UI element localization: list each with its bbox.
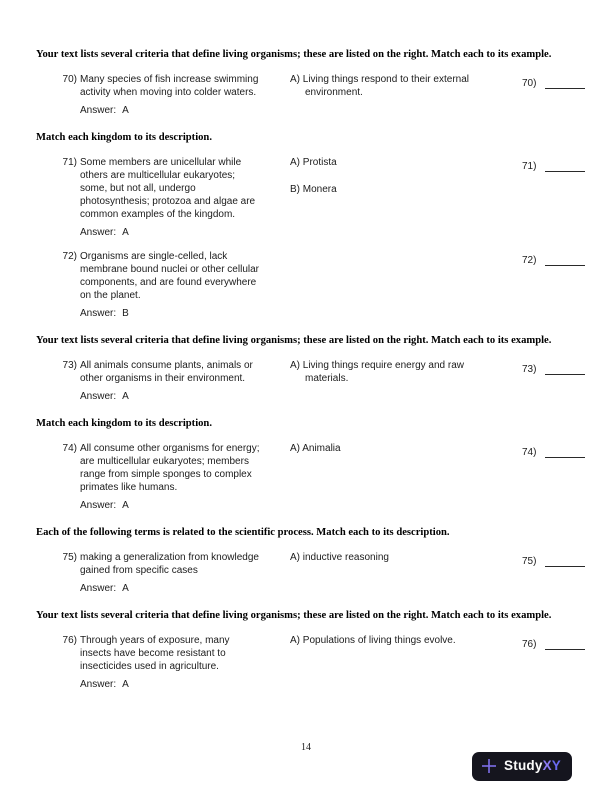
answer-value: A bbox=[122, 679, 129, 690]
blank-number: 76) bbox=[522, 639, 537, 650]
answer-label: Answer: bbox=[80, 583, 117, 594]
section-living-criteria-1 bbox=[36, 48, 578, 117]
answer-blank bbox=[522, 442, 585, 459]
section-kingdom-1 bbox=[36, 131, 578, 320]
answer-blank bbox=[522, 250, 585, 267]
options-column bbox=[290, 73, 508, 99]
blank-line bbox=[545, 648, 585, 650]
answer-label: Answer: bbox=[80, 391, 117, 402]
studyxy-logo[interactable] bbox=[472, 752, 572, 781]
question-row bbox=[36, 442, 578, 512]
blank-line bbox=[545, 565, 585, 567]
blank-number: 73) bbox=[522, 364, 537, 375]
logo-y: Y bbox=[551, 758, 561, 774]
option-a: A) inductive reasoning bbox=[290, 552, 389, 563]
option-a: A) Living things respond to their external environment. bbox=[290, 74, 469, 98]
question-number: 75) bbox=[62, 552, 77, 563]
question-row bbox=[36, 73, 578, 117]
answer-value: A bbox=[122, 500, 129, 511]
question-main bbox=[80, 73, 262, 117]
answer-line bbox=[80, 390, 262, 403]
blank-number: 71) bbox=[522, 161, 537, 172]
option-a: A) Living things require energy and raw materials. bbox=[290, 360, 464, 384]
answer-blank bbox=[522, 73, 585, 90]
question-number: 76) bbox=[62, 635, 77, 646]
question-text: Some members are unicellular while others are multicellular eukaryotes; some, but not all, undergo photosynthesis; protozoa and algae are common examples of the kingdom. bbox=[80, 157, 256, 220]
question-main bbox=[80, 442, 262, 512]
answer-blank bbox=[522, 359, 585, 376]
question-row bbox=[36, 359, 578, 403]
blank-number: 70) bbox=[522, 78, 537, 89]
answer-blank bbox=[522, 551, 585, 568]
blank-number: 74) bbox=[522, 447, 537, 458]
answer-blank bbox=[522, 634, 585, 651]
question-main bbox=[80, 634, 262, 691]
option-b: B) Monera bbox=[290, 184, 337, 195]
answer-label: Answer: bbox=[80, 105, 117, 116]
answer-line bbox=[80, 226, 262, 239]
question-text: making a generalization from knowledge gained from specific cases bbox=[80, 552, 259, 576]
question-row bbox=[36, 551, 578, 595]
option-a: A) Animalia bbox=[290, 443, 341, 454]
section-living-criteria-3 bbox=[36, 609, 578, 691]
question-main bbox=[80, 156, 262, 239]
section-header: Your text lists several criteria that define living organisms; these are listed on the right. Match each to its example. bbox=[36, 335, 552, 346]
answer-value: A bbox=[122, 583, 129, 594]
question-text: All consume other organisms for energy; are multicellular eukaryotes; members range from simple sponges to complex primates like humans. bbox=[80, 443, 260, 493]
options-column bbox=[290, 634, 508, 647]
question-main bbox=[80, 250, 262, 320]
question-row bbox=[36, 250, 578, 320]
question-number: 73) bbox=[62, 360, 77, 371]
section-kingdom-2 bbox=[36, 417, 578, 512]
question-row bbox=[36, 634, 578, 691]
section-header: Match each kingdom to its description. bbox=[36, 418, 212, 429]
section-scientific-process bbox=[36, 526, 578, 595]
answer-label: Answer: bbox=[80, 227, 117, 238]
logo-x: X bbox=[542, 758, 552, 774]
options-column bbox=[290, 442, 508, 455]
option-a: A) Populations of living things evolve. bbox=[290, 635, 456, 646]
question-text: All animals consume plants, animals or other organisms in their environment. bbox=[80, 360, 253, 384]
question-main bbox=[80, 551, 262, 595]
answer-line bbox=[80, 582, 262, 595]
answer-value: A bbox=[122, 391, 129, 402]
blank-line bbox=[545, 87, 585, 89]
answer-line bbox=[80, 678, 262, 691]
option-a: A) Protista bbox=[290, 157, 337, 168]
answer-label: Answer: bbox=[80, 679, 117, 690]
question-number: 71) bbox=[62, 157, 77, 168]
section-header: Match each kingdom to its description. bbox=[36, 132, 212, 143]
section-living-criteria-2 bbox=[36, 334, 578, 403]
blank-line bbox=[545, 373, 585, 375]
answer-value: A bbox=[122, 227, 129, 238]
options-column bbox=[290, 359, 508, 385]
section-header: Each of the following terms is related to the scientific process. Match each to its description. bbox=[36, 527, 450, 538]
answer-line bbox=[80, 499, 262, 512]
question-main bbox=[80, 359, 262, 403]
blank-line bbox=[545, 264, 585, 266]
blank-number: 75) bbox=[522, 556, 537, 567]
blank-number: 72) bbox=[522, 255, 537, 266]
blank-line bbox=[545, 456, 585, 458]
answer-value: A bbox=[122, 105, 129, 116]
plus-icon bbox=[481, 758, 497, 774]
answer-line bbox=[80, 104, 262, 117]
page-number: 14 bbox=[301, 742, 311, 753]
logo-text bbox=[504, 759, 561, 773]
answer-blank bbox=[522, 156, 585, 173]
answer-label: Answer: bbox=[80, 500, 117, 511]
section-header: Your text lists several criteria that define living organisms; these are listed on the right. Match each to its example. bbox=[36, 49, 552, 60]
options-column bbox=[290, 156, 508, 196]
section-header: Your text lists several criteria that define living organisms; these are listed on the right. Match each to its example. bbox=[36, 610, 552, 621]
answer-value: B bbox=[122, 308, 129, 319]
question-text: Organisms are single-celled, lack membrane bound nuclei or other cellular components, and are found everywhere on the planet. bbox=[80, 251, 259, 301]
logo-study: Study bbox=[504, 758, 543, 774]
question-number: 74) bbox=[62, 443, 77, 454]
options-column bbox=[290, 551, 508, 564]
question-number: 70) bbox=[62, 74, 77, 85]
question-text: Many species of fish increase swimming activity when moving into colder waters. bbox=[80, 74, 259, 98]
question-text: Through years of exposure, many insects have become resistant to insecticides used in agriculture. bbox=[80, 635, 230, 672]
question-number: 72) bbox=[62, 251, 77, 262]
blank-line bbox=[545, 170, 585, 172]
answer-label: Answer: bbox=[80, 308, 117, 319]
answer-line bbox=[80, 307, 262, 320]
question-row bbox=[36, 156, 578, 239]
